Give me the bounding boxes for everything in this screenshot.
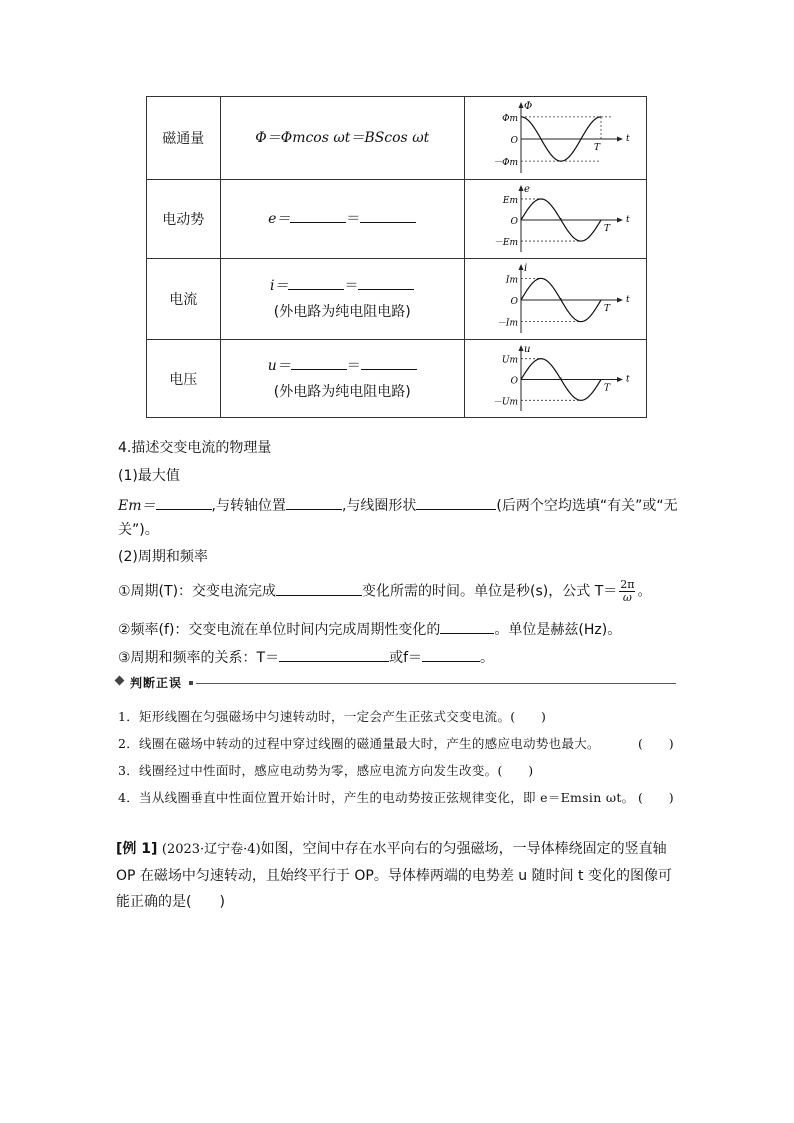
judge-item [118,707,680,725]
answer-paren[interactable]: ( ) [638,736,674,751]
text: ①周期(T)：交变电流完成 [118,583,277,600]
text: 。 [637,583,652,600]
blank-field[interactable] [416,494,496,510]
formula-eq: ＝ [346,357,361,374]
period-label: T [603,383,610,394]
text: 变化所需的时间。单位是秒(s)，公式 T＝ [362,583,618,600]
blank-field[interactable] [276,580,362,596]
header-diamond-icon [115,676,125,686]
period-label: T [603,224,610,234]
origin-label: O [510,136,518,146]
ac-quantities-table [146,96,647,418]
y-axis-label: u [523,344,531,355]
judge-item [118,734,680,752]
x-axis-label: t [625,215,630,225]
answer-paren[interactable]: ( ) [638,790,674,805]
header-square-icon [189,681,193,685]
formula-prefix: e＝ [268,211,291,227]
text: ,与线圈形状 [341,498,417,514]
blank-field[interactable] [286,494,342,510]
y-axis-arrow-icon [518,185,523,191]
judge-header: 判断正误 [130,676,183,690]
min-label: －Φm [493,158,518,169]
max-label: Im [505,275,518,286]
answer-paren[interactable]: ( ) [497,763,534,778]
period-title: (2)周期和频率 [118,549,208,565]
circuit-note: (外电路为纯电阻电路) [273,383,411,400]
period-label: T [603,304,610,314]
formula-prefix: u＝ [267,357,291,374]
x-axis-arrow-icon [617,137,623,142]
judge-text: 1．矩形线圈在匀强磁场中匀速转动时，一定会产生正弦式交变电流。 [118,709,511,724]
text: 。 [480,650,495,666]
y-axis-label: i [523,263,528,274]
row-name: 电流 [147,259,221,340]
section-title: 4.描述交变电流的物理量 [118,440,272,456]
emf-graph [465,180,646,258]
x-axis-arrow-icon [617,298,623,303]
row-name: 磁通量 [147,97,221,180]
graph-cell [464,340,646,418]
min-label: －Um [492,397,518,408]
blank-field[interactable] [361,354,417,370]
flux-formula-text: Φ＝Φmcos ωt＝BScos ωt [255,130,430,146]
example-tag: [例 1] [116,841,158,857]
header-rule [196,683,676,684]
blank-field[interactable] [290,207,346,223]
graph-cell [464,97,646,180]
voltage-formula [220,340,464,418]
circuit-note: (外电路为纯电阻电路) [273,304,411,320]
blank-field[interactable] [440,618,494,634]
x-axis-label: t [625,374,630,385]
em-label: Em＝ [118,498,156,514]
answer-paren[interactable]: ( ) [510,709,547,724]
max-value-line [118,494,678,516]
max-value-title: (1)最大值 [118,468,180,484]
judge-item [118,788,680,806]
text: ③周期和频率的关系：T＝ [118,650,280,666]
blank-field[interactable] [288,274,344,290]
blank-field[interactable] [291,354,347,370]
text: (后两个空均选填“有关”或“无 [496,498,678,514]
text: ,与转轴位置 [211,498,286,514]
blank-field[interactable] [360,207,416,223]
blank-field[interactable] [422,646,480,662]
voltage-graph [465,340,646,417]
formula-eq: ＝ [344,278,359,294]
x-axis-label: t [625,295,630,305]
origin-label: O [510,297,518,307]
y-axis-label: Φ [523,101,533,112]
max-value-line-end: 关”)。 [118,522,159,538]
blank-field[interactable] [156,494,212,510]
period-formula [619,579,635,604]
text: 。单位是赫兹(Hz)。 [494,622,622,638]
current-formula [220,259,464,340]
graph-cell [464,259,646,340]
example-block [116,836,680,915]
frequency-line [118,618,621,640]
x-axis-arrow-icon [617,218,623,223]
example-text: 如图，空间中存在水平向右的匀强磁场，一导体棒绕固定的竖直轴 OP 在磁场中匀速转动，且始终平行于 OP。导体棒两端的电势差 u 随时间 t 变化的图像可能正确的是( ) [116,841,672,910]
flux-formula [220,97,464,180]
max-label: Em [502,195,518,206]
period-line [118,579,651,604]
row-name: 电动势 [147,180,221,259]
formula-prefix: i＝ [270,278,289,294]
denominator: ω [622,591,632,604]
origin-label: O [510,376,518,387]
blank-field[interactable] [279,646,389,662]
text: ②频率(f)：交变电流在单位时间内完成周期性变化的 [118,622,441,638]
row-name: 电压 [147,340,221,418]
origin-label: O [510,217,518,227]
min-label: －Im [496,318,518,329]
current-graph [465,259,646,339]
blank-field[interactable] [358,274,414,290]
y-axis-arrow-icon [518,345,523,351]
max-label: Um [501,355,518,366]
relation-line [118,646,494,668]
judge-text: 2．线圈在磁场中转动的过程中穿过线圈的磁通量最大时，产生的感应电动势也最大。 [118,736,600,751]
x-axis-arrow-icon [617,377,623,382]
y-axis-arrow-icon [518,102,523,108]
judge-text: 4．当从线圈垂直中性面位置开始计时，产生的电动势按正弦规律变化，即 e＝Emsin ωt。 [118,790,635,805]
y-axis-arrow-icon [518,264,523,270]
text: 或f＝ [389,650,423,666]
formula-eq: ＝ [346,211,361,227]
emf-formula [220,180,464,259]
y-axis-label: e [523,184,530,195]
min-label: －Em [493,238,518,249]
flux-graph [465,97,646,179]
numerator: 2π [620,578,635,591]
x-axis-label: t [625,134,630,144]
judge-text: 3．线圈经过中性面时，感应电动势为零，感应电流方向发生改变。 [118,763,498,778]
graph-cell [464,180,646,259]
max-label: Φm [502,113,518,124]
judge-item [118,761,680,779]
period-label: T [593,143,600,153]
example-source: (2023·辽宁卷·4) [161,842,261,857]
